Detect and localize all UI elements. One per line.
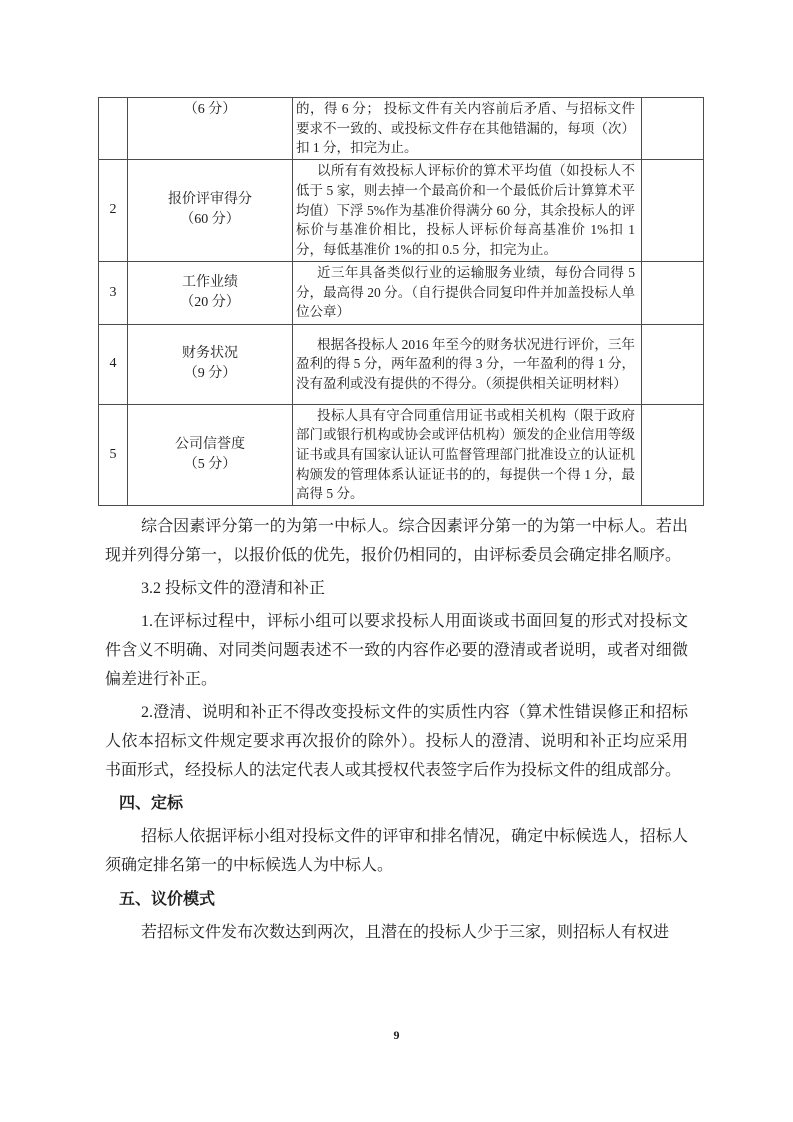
table-row <box>99 324 704 404</box>
document-body <box>105 513 688 952</box>
body-paragraph: 1.在评标过程中，评标小组可以要求投标人用面谈或书面回复的形式对投标文件含义不明确、对同类问题表述不一致的内容作必要的澄清或者说明，或者对细微偏差进行补正。 <box>105 613 688 688</box>
criterion-line: （20 分） <box>180 294 240 310</box>
row-number-cell: 3 <box>99 261 128 324</box>
score-cell <box>642 324 704 404</box>
criterion-line: （6 分） <box>183 102 237 117</box>
criterion-line: （5 分） <box>183 456 237 472</box>
section-subheading: 3.2 投标文件的澄清和补正 <box>141 580 326 598</box>
row-number-cell: 2 <box>99 160 128 262</box>
criterion-line: 报价评审得分 <box>168 192 252 208</box>
section-heading: 四、定标 <box>119 795 184 813</box>
body-paragraph: 2.澄清、说明和补正不得改变投标文件的实质性内容（算术性错误修正和招标人依本招标文件规定要求再次报价的除外）。投标人的澄清、说明和补正均应采用书面形式，经投标人的法定代表人或其授权代表签字后作为投标文件的组成部分。 <box>105 704 688 779</box>
criterion-cell <box>128 324 293 404</box>
description-cell: 以所有有效投标人评标价的算术平均值（如投标人不低于 5 家，则去掉一个最高价和一个最低价后计算算术平均值）下浮 5%作为基准价得满分 60 分，其余投标人的评标价与基准价相比，投标人评标价每高基准价 1%扣 1 分，每低基准价 1%的扣 0.5 分，扣完为止。 <box>293 160 642 262</box>
description-cell: 根据各投标人 2016 年至今的财务状况进行评价，三年盈利的得 5 分，两年盈利的得 3 分，一年盈利的得 1 分，没有盈利或没有提供的不得分。（须提供相关证明材料） <box>293 324 642 404</box>
table-row <box>99 98 704 160</box>
page-number: 9 <box>393 1028 400 1042</box>
table-row <box>99 261 704 324</box>
score-cell <box>642 98 704 160</box>
row-number-cell: 4 <box>99 324 128 404</box>
score-cell <box>642 261 704 324</box>
criterion-cell <box>128 98 293 160</box>
evaluation-criteria-table <box>98 97 704 506</box>
criterion-line: （9 分） <box>183 366 237 382</box>
body-paragraph: 招标人依据评标小组对投标文件的评审和排名情况，确定中标候选人，招标人须确定排名第一的中标候选人为中标人。 <box>105 828 688 875</box>
table-row <box>99 160 704 262</box>
description-cell: 的，得 6 分； 投标文件有关内容前后矛盾、与招标文件要求不一致的、或投标文件存在其他错漏的，每项（次）扣 1 分，扣完为止。 <box>293 98 642 160</box>
row-number-cell: 5 <box>99 404 128 506</box>
description-cell: 近三年具备类似行业的运输服务业绩，每份合同得 5 分，最高得 20 分。（自行提供合同复印件并加盖投标人单位公章） <box>293 261 642 324</box>
criterion-line: （60 分） <box>180 212 240 228</box>
score-cell <box>642 404 704 506</box>
criterion-cell <box>128 404 293 506</box>
section-heading: 五、议价模式 <box>119 890 216 908</box>
row-number-cell <box>99 98 128 160</box>
criterion-line: 工作业绩 <box>182 274 238 290</box>
score-cell <box>642 160 704 262</box>
criterion-cell <box>128 261 293 324</box>
description-cell: 投标人具有守合同重信用证书或相关机构（限于政府部门或银行机构或协会或评估机构）颁发的企业信用等级证书或具有国家认证认可监督管理部门批准设立的认证机构颁发的管理体系认证证书的的，每提供一个得 1 分，最高得 5 分。 <box>293 404 642 506</box>
body-paragraph: 若招标文件发布次数达到两次，且潜在的投标人少于三家，则招标人有权进 <box>141 923 670 941</box>
criterion-line: 公司信誉度 <box>175 436 245 452</box>
criterion-line: 财务状况 <box>182 346 238 362</box>
criterion-cell <box>128 160 293 262</box>
table-row <box>99 404 704 506</box>
body-paragraph: 综合因素评分第一的为第一中标人。综合因素评分第一的为第一中标人。若出现并列得分第一，以报价低的优先，报价仍相同的，由评标委员会确定排名顺序。 <box>105 518 688 564</box>
